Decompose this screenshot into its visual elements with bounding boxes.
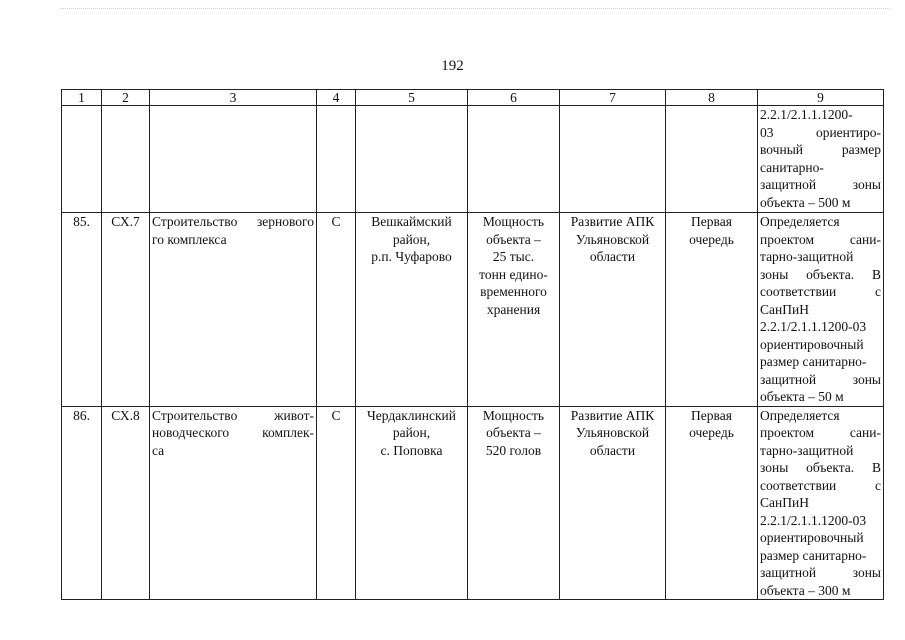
note-line: зоны объекта. В (760, 266, 881, 282)
object-name-cell (150, 406, 317, 600)
program-line: Ульяновской (575, 425, 650, 440)
note-line: 03 ориентиро- (760, 124, 881, 140)
row-code: СХ.7 (102, 213, 150, 407)
empty-cell (356, 106, 468, 213)
note-line: ориентировочный (760, 336, 864, 352)
program-line: Ульяновской (575, 231, 650, 247)
note-line: защитной зоны (760, 371, 881, 387)
page-number: 192 (441, 58, 464, 74)
note-line: защитной зоны (760, 177, 881, 192)
stage-cell (666, 406, 758, 600)
capacity-line: тонн едино- (479, 266, 548, 282)
program-line: области (589, 249, 636, 264)
stage-line: Первая (691, 214, 732, 229)
note-cell (758, 406, 884, 600)
header-cell: 2 (102, 90, 150, 106)
header-cell: 6 (468, 90, 560, 106)
program-line: Развитие АПК (570, 407, 655, 423)
row-code: СХ.8 (102, 406, 150, 600)
stage-cell (666, 213, 758, 407)
header-cell: 9 (758, 90, 884, 106)
capacity-line: объекта – (486, 231, 541, 247)
location-cell (356, 406, 468, 600)
document-table (61, 89, 884, 600)
header-cell: 5 (356, 90, 468, 106)
row-number: 85. (62, 213, 102, 407)
capacity-line: 25 тыс. (492, 249, 535, 264)
note-line: Определяется (760, 214, 840, 229)
object-name-line: са (152, 442, 165, 458)
location-line: район, (392, 425, 431, 440)
program-cell (560, 213, 666, 407)
location-line: с. Поповка (380, 442, 443, 458)
note-line: 2.2.1/2.1.1.1200-03 (760, 319, 867, 334)
capacity-cell (468, 213, 560, 407)
header-cell: 8 (666, 90, 758, 106)
note-cell (758, 213, 884, 407)
object-name-line: новодческого комплек- (152, 425, 314, 440)
empty-cell (62, 106, 102, 213)
note-line: тарно-защитной (760, 442, 854, 458)
note-line: тарно-защитной (760, 249, 854, 264)
note-line: 2.2.1/2.1.1.1200-03 (760, 512, 867, 528)
capacity-line: Мощность (482, 407, 545, 423)
location-line: Чердаклинский (367, 407, 456, 423)
note-cell (758, 106, 884, 213)
header-cell: 3 (150, 90, 317, 106)
note-line: объекта – 300 м (760, 582, 851, 598)
note-line: защитной зоны (760, 565, 881, 580)
object-name-line: Строительство живот- (152, 407, 314, 423)
capacity-line: временного (480, 284, 547, 299)
location-line: р.п. Чуфарово (371, 249, 452, 264)
empty-cell (150, 106, 317, 213)
capacity-line: хранения (486, 301, 541, 317)
capacity-line: Мощность (482, 214, 545, 229)
object-type: С (317, 406, 356, 600)
note-line: 2.2.1/2.1.1.1200- (760, 107, 853, 122)
scan-artifact-top (60, 8, 890, 15)
header-cell: 1 (62, 90, 102, 106)
row-number: 86. (62, 406, 102, 600)
program-line: области (589, 442, 636, 458)
capacity-cell (468, 406, 560, 600)
table-row (62, 406, 884, 600)
table-header-row (62, 90, 884, 106)
location-line: район, (392, 231, 431, 247)
note-line: СанПиН (760, 495, 809, 510)
object-type: С (317, 213, 356, 407)
object-name-cell (150, 213, 317, 407)
table-row (62, 213, 884, 407)
program-cell (560, 406, 666, 600)
note-line: проектом сани- (760, 425, 881, 440)
note-line: соответствии с (760, 284, 881, 299)
capacity-line: объекта – (486, 425, 541, 440)
location-cell (356, 213, 468, 407)
location-line: Вешкаймский (371, 214, 452, 229)
note-line: размер санитарно- (760, 354, 867, 369)
empty-cell (102, 106, 150, 213)
note-line: объекта – 500 м (760, 194, 851, 210)
object-name-line: го комплекса (152, 231, 227, 247)
note-line: Определяется (760, 407, 840, 423)
note-line: размер санитарно- (760, 547, 867, 563)
stage-line: очередь (689, 231, 734, 247)
note-line: ориентировочный (760, 530, 864, 545)
note-line: вочный размер (760, 142, 881, 157)
note-line: проектом сани- (760, 231, 881, 247)
note-line: зоны объекта. В (760, 460, 881, 475)
empty-cell (666, 106, 758, 213)
note-line: объекта – 50 м (760, 389, 844, 404)
object-name-line: Строительство зернового (152, 214, 314, 229)
capacity-line: 520 голов (485, 442, 542, 458)
continuation-row (62, 106, 884, 213)
stage-line: Первая (691, 407, 732, 423)
note-line: СанПиН (760, 301, 809, 317)
stage-line: очередь (689, 425, 734, 440)
header-cell: 4 (317, 90, 356, 106)
empty-cell (317, 106, 356, 213)
empty-cell (468, 106, 560, 213)
empty-cell (560, 106, 666, 213)
program-line: Развитие АПК (570, 214, 655, 229)
header-cell: 7 (560, 90, 666, 106)
note-line: соответствии с (760, 477, 881, 493)
note-line: санитарно- (760, 159, 824, 175)
